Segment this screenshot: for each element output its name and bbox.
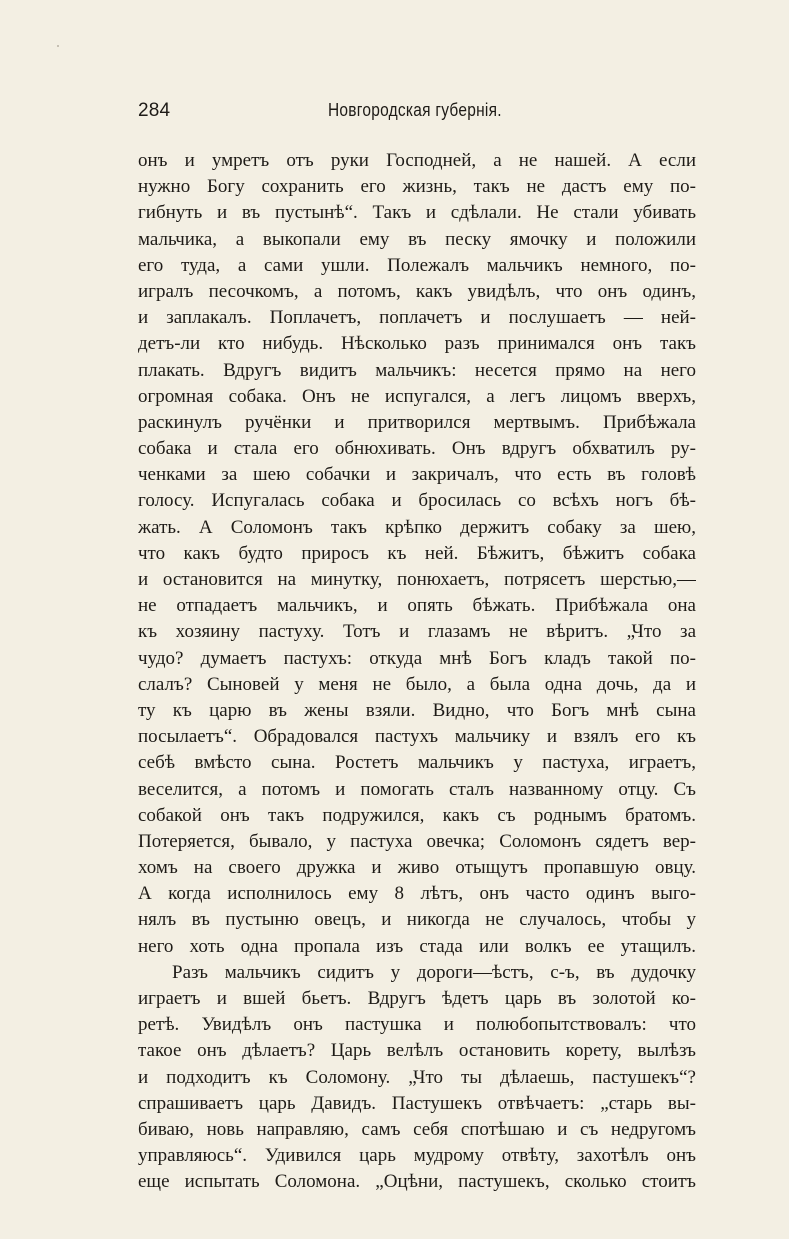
text-line: играетъ и вшей бьетъ. Вдругъ ѣдетъ царь въ золотой ко- <box>138 988 696 1009</box>
text-line: собакой онъ такъ подружился, какъ съ роднымъ братомъ. <box>138 804 696 826</box>
text-line: слалъ? Сыновей у меня не было, а была одна дочь, да и <box>138 673 696 695</box>
text-line: управляюсь“. Удивился царь мудрому отвѣту, захотѣлъ онъ <box>138 1145 696 1167</box>
text-line: такое онъ дѣлаетъ? Царь велѣлъ остановить корету, вылѣзъ <box>138 1040 696 1062</box>
text-line: и подходитъ къ Соломону. „Что ты дѣлаешь, пастушекъ“? <box>138 1066 696 1088</box>
text-line: нялъ въ пустыню овецъ, и никогда не случалось, чтобы у <box>138 909 696 931</box>
text-line: посылаетъ“. Обрадовался пастухъ мальчику и взялъ его къ <box>138 726 696 748</box>
text-line: не отпадаетъ мальчикъ, и опять бѣжать. Прибѣжала она <box>138 595 696 617</box>
text-line: раскинулъ ручёнки и притворился мертвымъ. Прибѣжала <box>138 411 696 433</box>
text-line: детъ-ли кто нибудь. Нѣсколько разъ принимался онъ такъ <box>138 333 696 355</box>
page-header <box>138 100 696 126</box>
body-text <box>138 148 696 1196</box>
text-line: себѣ вмѣсто сына. Ростетъ мальчикъ у пастуха, играетъ, <box>138 752 696 774</box>
text-line: еще испытать Соломона. „Оцѣни, пастушекъ, сколько стоитъ <box>138 1171 696 1193</box>
text-line: нужно Богу сохранить его жизнь, такъ не дастъ ему по- <box>138 176 696 198</box>
text-line: чудо? думаетъ пастухъ: откуда мнѣ Богъ кладъ такой по- <box>138 647 696 669</box>
text-line: что какъ будто приросъ къ ней. Бѣжитъ, бѣжитъ собака <box>138 542 696 564</box>
text-line: къ хозяину пастуху. Тотъ и глазамъ не вѣритъ. „Что за <box>138 621 696 643</box>
text-line: ченками за шею собачки и закричалъ, что есть въ головѣ <box>138 464 696 486</box>
scan-speck <box>57 45 59 47</box>
text-line: голосу. Испугалась собака и бросилась со всѣхъ ногъ бѣ- <box>138 490 696 512</box>
text-line: онъ и умретъ отъ руки Господней, а не нашей. А если <box>138 150 696 171</box>
text-line: ретѣ. Увидѣлъ онъ пастушка и полюбопытствовалъ: что <box>138 1014 696 1036</box>
text-line: гибнуть и въ пустынѣ“. Такъ и сдѣлали. Не стали убивать <box>138 202 696 224</box>
text-line: Потеряется, бывало, у пастуха овечка; Соломонъ сядетъ вер- <box>138 830 696 852</box>
text-line: собака и стала его обнюхивать. Онъ вдругъ обхватилъ ру- <box>138 438 696 460</box>
text-line: огромная собака. Онъ не испугался, а легъ лицомъ вверхъ, <box>138 385 696 407</box>
text-line: биваю, новь направляю, самъ себя спотѣшаю и съ недругомъ <box>138 1118 696 1140</box>
text-line: А когда исполнилось ему 8 лѣтъ, онъ часто одинъ выго- <box>138 883 696 905</box>
running-head: Новгородская губернія. <box>328 100 502 120</box>
text-line: его туда, а сами ушли. Полежалъ мальчикъ немного, по- <box>138 254 696 276</box>
page-number: 284 <box>138 100 171 121</box>
text-line: веселится, а потомъ и помогать сталъ названному отцу. Съ <box>138 778 696 800</box>
text-line: и заплакалъ. Поплачетъ, поплачетъ и послушаетъ — ней- <box>138 307 696 329</box>
paragraph-first-line: Разъ мальчикъ сидитъ у дороги—ѣстъ, с-ъ, въ дудочку <box>172 961 696 983</box>
text-line: и остановится на минутку, понюхаетъ, потрясетъ шерстью,— <box>138 569 696 590</box>
text-line: хомъ на своего дружка и живо отыщутъ пропавшую овцу. <box>138 857 696 879</box>
text-line: него хоть одна пропала изъ стада или волкъ ее утащилъ. <box>138 935 696 957</box>
text-line: плакать. Вдругъ видитъ мальчикъ: несется прямо на него <box>138 359 696 381</box>
text-line: ту къ царю въ жены взяли. Видно, что Богъ мнѣ сына <box>138 699 696 721</box>
text-line: жать. А Соломонъ такъ крѣпко держитъ собаку за шею, <box>138 516 696 538</box>
text-line: мальчика, а выкопали ему въ песку ямочку и положили <box>138 228 696 250</box>
text-line: спрашиваетъ царь Давидъ. Пастушекъ отвѣчаетъ: „старь вы- <box>138 1092 696 1114</box>
text-line: игралъ песочкомъ, а потомъ, какъ увидѣлъ, что онъ одинъ, <box>138 280 696 302</box>
